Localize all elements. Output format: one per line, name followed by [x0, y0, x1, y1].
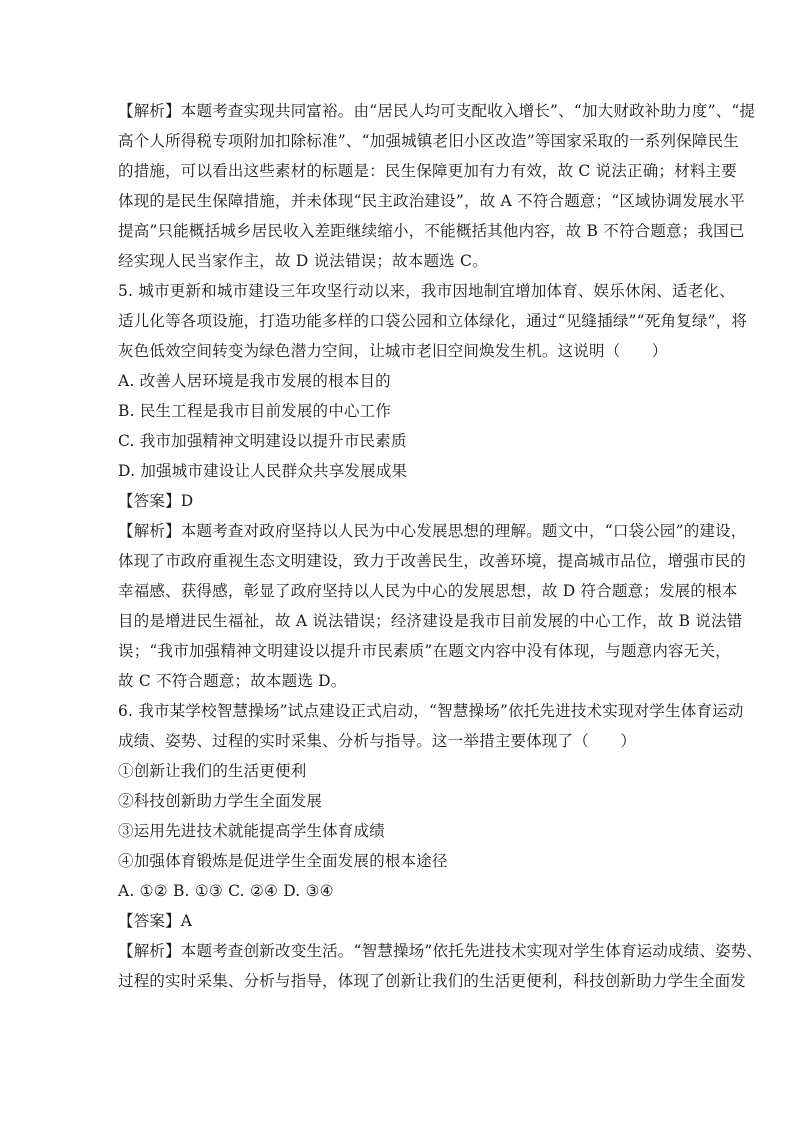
text-line: 高个人所得税专项附加扣除标准”、“加强城镇老旧小区改造”等国家采取的一系列保障民生 [118, 132, 739, 150]
statement-1: ①创新让我们的生活更便利 [118, 762, 307, 780]
statement-2: ②科技创新助力学生全面发展 [118, 792, 323, 810]
text-line: 【解析】本题考查对政府坚持以人民为中心发展思想的理解。题文中，“口袋公园”的建设， [118, 522, 747, 540]
text-line: 体现了市政府重视生态文明建设，致力于改善民生，改善环境，提高城市品位，增强市民的 [118, 552, 747, 570]
text-line: 【解析】本题考查创新改变生活。“智慧操场”依托先进技术实现对学生体育运动成绩、姿势、 [118, 942, 763, 960]
option-d: D. 加强城市建设让人民群众共享发展成果 [118, 462, 408, 480]
option-a: A. 改善人居环境是我市发展的根本目的 [118, 372, 391, 390]
statement-3: ③运用先进技术就能提高学生体育成绩 [118, 822, 385, 840]
answer-line: 【答案】D [118, 492, 194, 510]
text-line: 目的是增进民生福祉，故 A 说法错误；经济建设是我市目前发展的中心工作，故 B 说法错 [118, 612, 743, 630]
question-stem: 成绩、姿势、过程的实时采集、分析与指导。这一举措主要体现了（ ） [118, 732, 637, 750]
option-b: B. 民生工程是我市目前发展的中心工作 [118, 402, 392, 420]
question-stem: 6. 我市某学校智慧操场”试点建设正式启动，“智慧操场”依托先进技术实现对学生体育运动 [118, 702, 744, 720]
text-line: 误；“我市加强精神文明建设以提升市民素质”在题文内容中没有体现，与题意内容无关， [118, 642, 731, 660]
text-line: 【解析】本题考查实现共同富裕。由“居民人均可支配收入增长”、“加大财政补助力度”、“提 [118, 102, 756, 120]
text-line: 提高”只能概括城乡居民收入差距继续缩小，不能概括其他内容，故 B 不符合题意；我国已 [118, 222, 745, 240]
text-line: 经实现人民当家作主，故 D 说法错误；故本题选 C。 [118, 252, 488, 270]
text-line: 故 C 不符合题意；故本题选 D。 [118, 672, 347, 690]
text-line: 过程的实时采集、分析与指导，体现了创新让我们的生活更便利，科技创新助力学生全面发 [118, 972, 747, 990]
statement-4: ④加强体育锻炼是促进学生全面发展的根本途径 [118, 852, 448, 870]
question-stem: 5. 城市更新和城市建设三年攻坚行动以来，我市因地制宜增加体育、娱乐休闲、适老化、 [118, 282, 735, 300]
text-line: 体现的是民生保障措施，并未体现“民主政治建设”，故 A 不符合题意；“区域协调发展水平 [118, 192, 745, 210]
text-line: 幸福感、获得感，彰显了政府坚持以人民为中心的发展思想，故 D 符合题意；发展的根本 [118, 582, 738, 600]
text-line: 的措施，可以看出这些素材的标题是：民生保障更加有力有效，故 C 说法正确；材料主要 [118, 162, 737, 180]
question-stem: 灰色低效空间转变为绿色潜力空间，让城市老旧空间焕发生机。这说明（ ） [118, 342, 668, 360]
options-line: A. ①② B. ①③ C. ②④ D. ③④ [118, 882, 334, 900]
document-page [118, 96, 763, 996]
question-stem: 适儿化等各项设施，打造功能多样的口袋公园和立体绿化，通过“见缝插绿”“死角复绿”，将 [118, 312, 748, 330]
answer-line: 【答案】A [118, 912, 193, 930]
option-c: C. 我市加强精神文明建设以提升市民素质 [118, 432, 407, 450]
